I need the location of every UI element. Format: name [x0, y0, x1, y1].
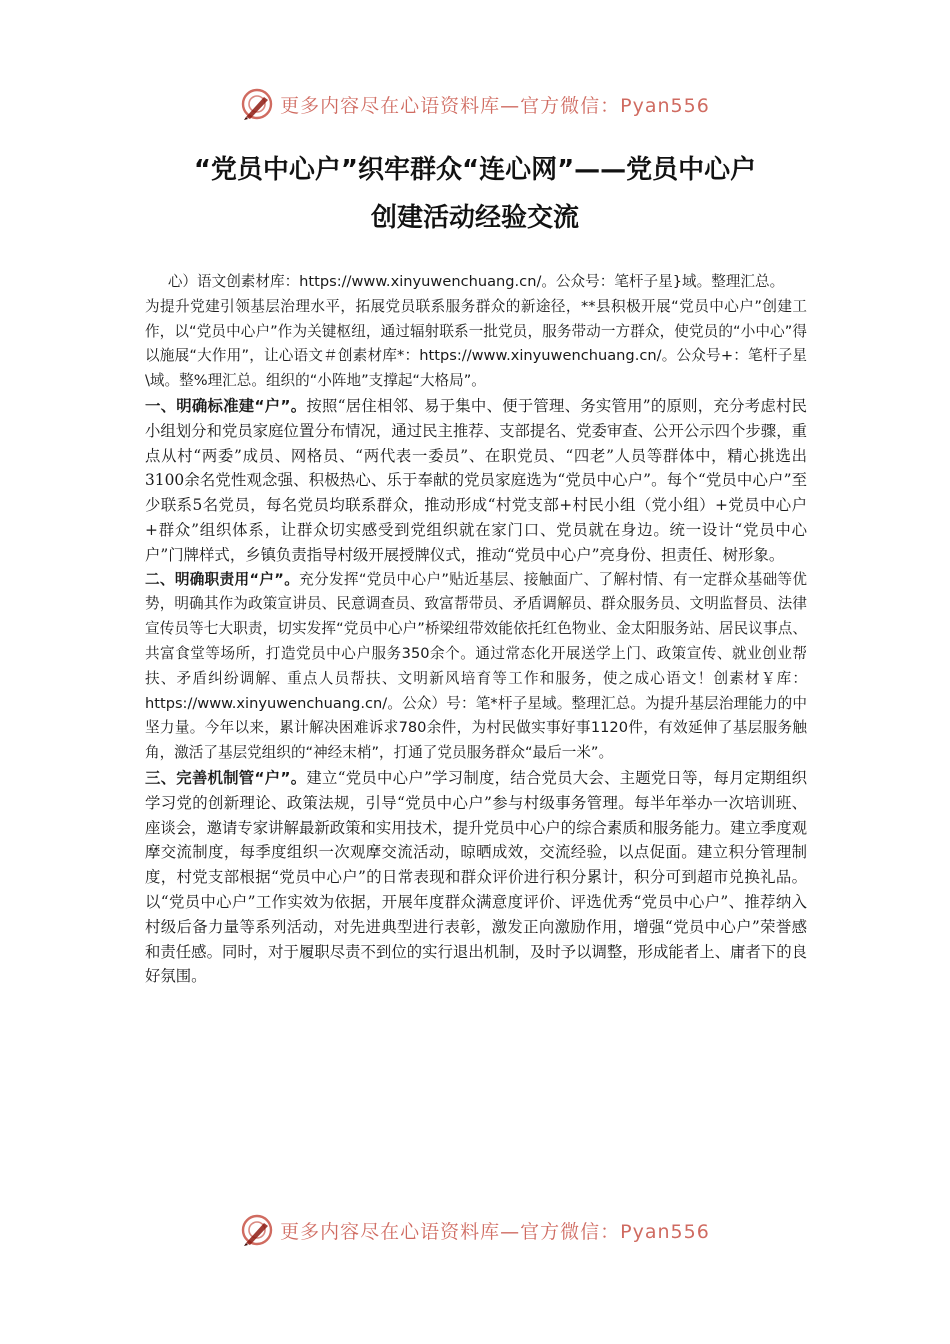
section-1-text: 按照“居住相邻、易于集中、便于管理、务实管用”的原则，充分考虑村民小组划分和党员家庭位置分布情况，通过民主推荐、支部提名、党委审查、公开公示四个步骤，重点从村“两委”成员、网格员、“两代表一委员”、在职党员、“四老”人员等群体中，精心挑选出3100余名党性观念强、积极热心、乐于奉献的党员家庭选为“党员中心户”。每个“党员中心户”至少联系5名党员，每名党员均联系群众，推动形成“村党支部+村民小组（党小组）+党员中心户+群众”组织体系，让群众切实感受到党组织就在家门口、党员就在身边。统一设计“党员中心户”门牌样式，乡镇负责指导村级开展授牌仪式，推动“党员中心户”亮身份、担责任、树形象。 [145, 396, 807, 564]
intro-paragraph: 为提升党建引领基层治理水平，拓展党员联系服务群众的新途径，**县积极开展“党员中心户”创建工作，以“党员中心户”作为关键枢纽，通过辐射联系一批党员，服务带动一方群众，使党员的“小中心”得以施展“大作用”，让心语文＃创素材库*：https://www.xinyuwenchuang.cn/。公众号+：笔杆子星\域。整%理汇总。组织的“小阵地”支撑起“大格局”。 [145, 297, 807, 390]
watermark-text-top: 更多内容尽在心语资料库—官方微信：Pyan556 [280, 94, 710, 117]
section-2-paragraph [145, 568, 807, 766]
section-3-heading: 三、完善机制管“户”。 [145, 768, 307, 787]
section-3-text: 建立“党员中心户”学习制度，结合党员大会、主题党日等，每月定期组织学习党的创新理论、政策法规，引导“党员中心户”参与村级事务管理。每半年举办一次培训班、座谈会，邀请专家讲解最新政策和实用技术，提升党员中心户的综合素质和服务能力。建立季度观摩交流制度，每季度组织一次观摩交流活动，晾晒成效，交流经验，以点促面。建立积分管理制度，村党支部根据“党员中心户”的日常表现和群众评价进行积分累计，积分可到超市兑换礼品。以“党员中心户”工作实效为依据，开展年度群众满意度评价、评选优秀“党员中心户”、推荐纳入村级后备力量等系列活动，对先进典型进行表彰，激发正向激励作用，增强“党员中心户”荣誉感和责任感。同时，对于履职尽责不到位的实行退出机制，及时予以调整，形成能者上、庸者下的良好氛围。 [145, 768, 807, 986]
section-2-text: 充分发挥“党员中心户”贴近基层、接触面广、了解村情、有一定群众基础等优势，明确其作为政策宣讲员、民意调查员、致富帮带员、矛盾调解员、群众服务员、文明监督员、法律宣传员等七大职责，切实发挥“党员中心户”桥梁纽带效能依托红色物业、金太阳服务站、居民议事点、共富食堂等场所，打造党员中心户服务350余个。通过常态化开展送学上门、政策宣传、就业创业帮扶、矛盾纠纷调解、重点人员帮扶、文明新风培育等工作和服务，使之成心语文！创素材￥库：https://www.xinyuwenchuang.cn/。公众）号：笔*杆子星域。整理汇总。为提升基层治理能力的中坚力量。今年以来，累计解决困难诉求780余件，为村民做实事好事1120件，有效延伸了基层服务触角，激活了基层党组织的“神经末梢”，打通了党员服务群众“最后一米”。 [145, 570, 808, 762]
watermark-banner-bottom [0, 1208, 950, 1252]
article-body [145, 270, 807, 989]
pen-logo-icon [240, 87, 274, 121]
pen-logo-icon [240, 1213, 274, 1247]
section-1-heading: 一、明确标准建“户”。 [145, 396, 307, 415]
section-1-paragraph [145, 394, 807, 568]
watermark-text-bottom: 更多内容尽在心语资料库—官方微信：Pyan556 [280, 1220, 710, 1243]
source-note: 心）语文创素材库：https://www.xinyuwenchuang.cn/。公众号：笔杆子星}域。整理汇总。 [167, 273, 785, 290]
watermark-banner-top [0, 82, 950, 126]
page-title-line1: “党员中心户”织牢群众“连心网”——党员中心户 [193, 155, 757, 185]
page-title-line2: 创建活动经验交流 [370, 203, 579, 233]
section-2-heading: 二、明确职责用“户”。 [145, 570, 300, 588]
section-3-paragraph [145, 766, 807, 989]
